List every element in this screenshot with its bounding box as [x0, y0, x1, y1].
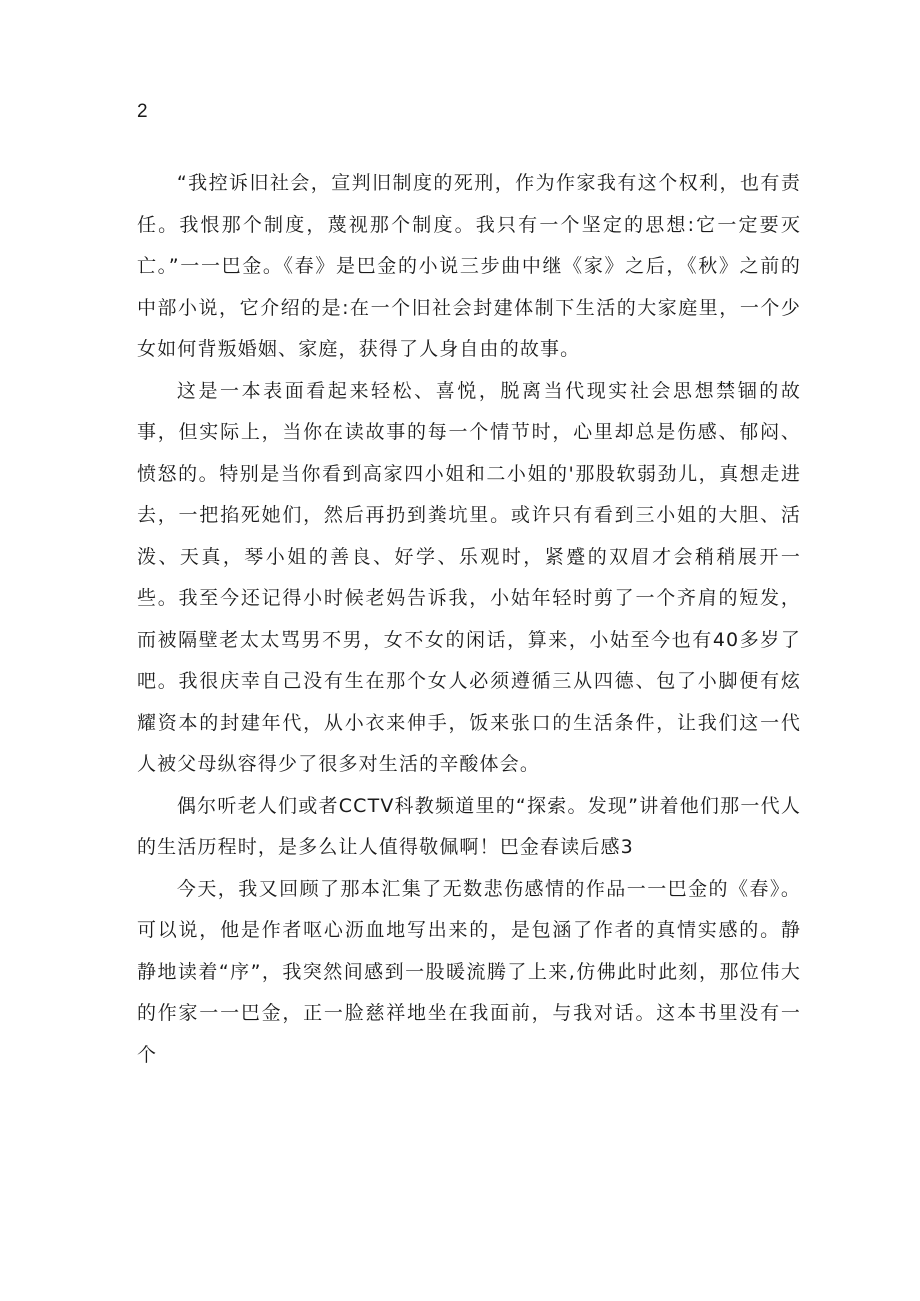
paragraph-4: 今天，我又回顾了那本汇集了无数悲伤感情的作品一一巴金的《春》。可以说，他是作者呕心沥血地写出来的，是包涵了作者的真情实感的。静静地读着“序”，我突然间感到一股暖流腾了上来,仿佛此时此刻，那位伟大的作家一一巴金，正一脸慈祥地坐在我面前，与我对话。这本书里没有一个	[137, 877, 801, 1066]
page-number: 2	[137, 101, 148, 122]
paragraph-2: 这是一本表面看起来轻松、喜悦，脱离当代现实社会思想禁锢的故事，但实际上，当你在读故事的每一个情节时，心里却总是伤感、郁闷、愤怒的。特别是当你看到高家四小姐和二小姐的'那股软弱劲儿，真想走进去，一把掐死她们，然后再扔到粪坑里。或许只有看到三小姐的大胆、活泼、天真，琴小姐的善良、好学、乐观时，紧蹙的双眉才会稍稍展开一些。我至今还记得小时候老妈告诉我，小姑年轻时剪了一个齐肩的短发，而被隔壁老太太骂男不男，女不女的闲话，算来，小姑至今也有40多岁了吧。我很庆幸自己没有生在那个女人必须遵循三从四德、包了小脚便有炫耀资本的封建年代，从小衣来伸手，饭来张口的生活条件，让我们这一代人被父母纵容得少了很多对生活的辛酸体会。	[137, 379, 801, 775]
paragraph-3: 偶尔听老人们或者CCTV科教频道里的“探索。发现”讲着他们那一代人的生活历程时，是多么让人值得敬佩啊！巴金春读后感3	[137, 794, 801, 858]
body-text	[137, 163, 801, 1076]
paragraph-1: “我控诉旧社会，宣判旧制度的死刑，作为作家我有这个权利，也有责任。我恨那个制度，蔑视那个制度。我只有一个坚定的思想:它一定要灭亡。”一一巴金。《春》是巴金的小说三步曲中继《家》之后，《秋》之前的中部小说，它介绍的是:在一个旧社会封建体制下生活的大家庭里，一个少女如何背叛婚姻、家庭，获得了人身自由的故事。	[137, 172, 801, 360]
